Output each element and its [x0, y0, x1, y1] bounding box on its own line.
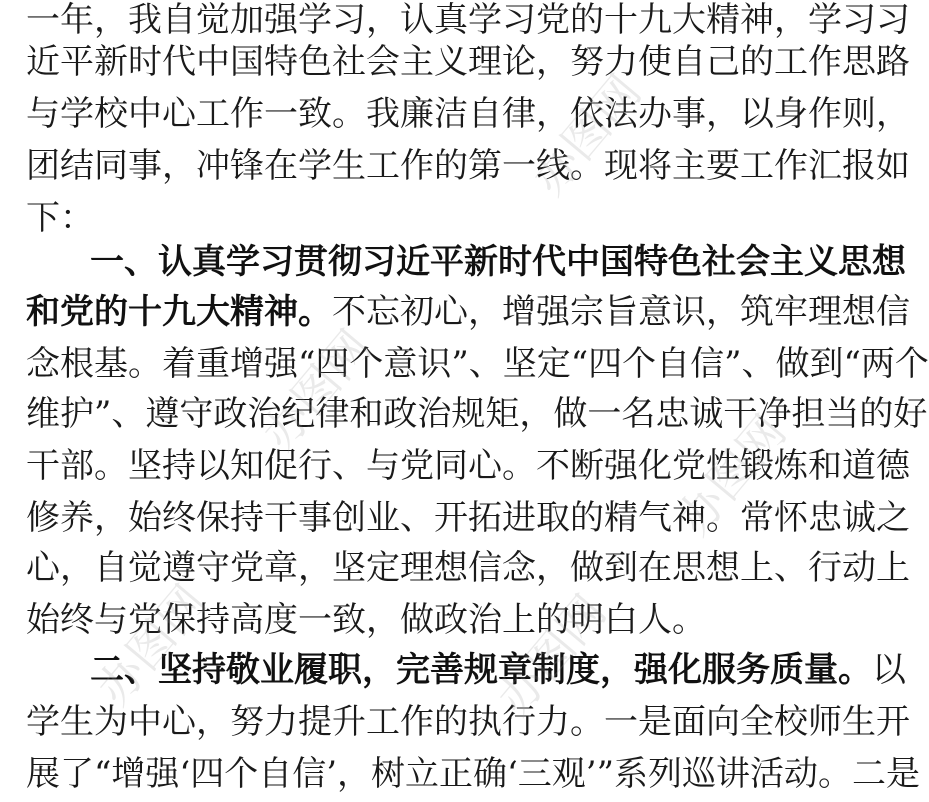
- paragraph-line-13: 始终与党保持高度一致，做政治上的明白人。: [26, 600, 706, 640]
- paragraph-line-1: 一年，我自觉加强学习，认真学习党的十九大精神，学习习: [26, 0, 910, 40]
- section-heading-1-cont: 和党的十九大精神。: [26, 292, 332, 332]
- paragraph-line-15: 学生为中心，努力提升工作的执行力。一是面向全校师生开: [26, 702, 910, 742]
- paragraph-line-8: 念根基。着重增强“四个意识”、坚定“四个自信”、做到“两个: [26, 344, 929, 384]
- paragraph-line-9: 维护”、遵守政治纪律和政治规矩，做一名忠诚干净担当的好: [26, 394, 928, 434]
- paragraph-line-16: 展了“增强‘四个自信’，树立正确‘三观’”系列巡讲活动。二是: [26, 754, 920, 794]
- paragraph-line-7-text: 不忘初心，增强宗旨意识，筑牢理想信: [332, 292, 910, 332]
- section-heading-2: [90, 642, 906, 698]
- watermark: 办图网: [86, 574, 217, 716]
- section-heading-2-text: 二、坚持敬业履职，完善规章制度，强化服务质量。: [90, 650, 872, 690]
- paragraph-line-11: 修养，始终保持干事创业、开拓进取的精气神。常怀忠诚之: [26, 498, 910, 538]
- watermark: 办图网: [666, 404, 797, 546]
- section-heading-1-text: 一、认真学习贯彻习近平新时代中国特色社会主义思想: [90, 242, 906, 282]
- paragraph-line-4: 团结同事，冲锋在学生工作的第一线。现将主要工作汇报如: [26, 146, 910, 186]
- paragraph-line-12: 心，自觉遵守党章，坚定理想信念，做到在思想上、行动上: [26, 548, 910, 588]
- paragraph-line-10: 干部。坚持以知促行、与党同心。不断强化党性锻炼和道德: [26, 446, 910, 486]
- paragraph-line-3: 与学校中心工作一致。我廉洁自律，依法办事，以身作则，: [26, 94, 910, 134]
- watermark: 办图网: [521, 64, 652, 206]
- section-heading-1: [90, 234, 906, 290]
- section-heading-2-tail: 以: [872, 650, 906, 690]
- watermark: 办图网: [486, 584, 617, 726]
- paragraph-line-7: [26, 284, 910, 340]
- paragraph-line-2: 近平新时代中国特色社会主义理论，努力使自己的工作思路: [26, 42, 910, 82]
- paragraph-line-5: 下：: [26, 198, 94, 238]
- watermark: 办图网: [251, 319, 382, 461]
